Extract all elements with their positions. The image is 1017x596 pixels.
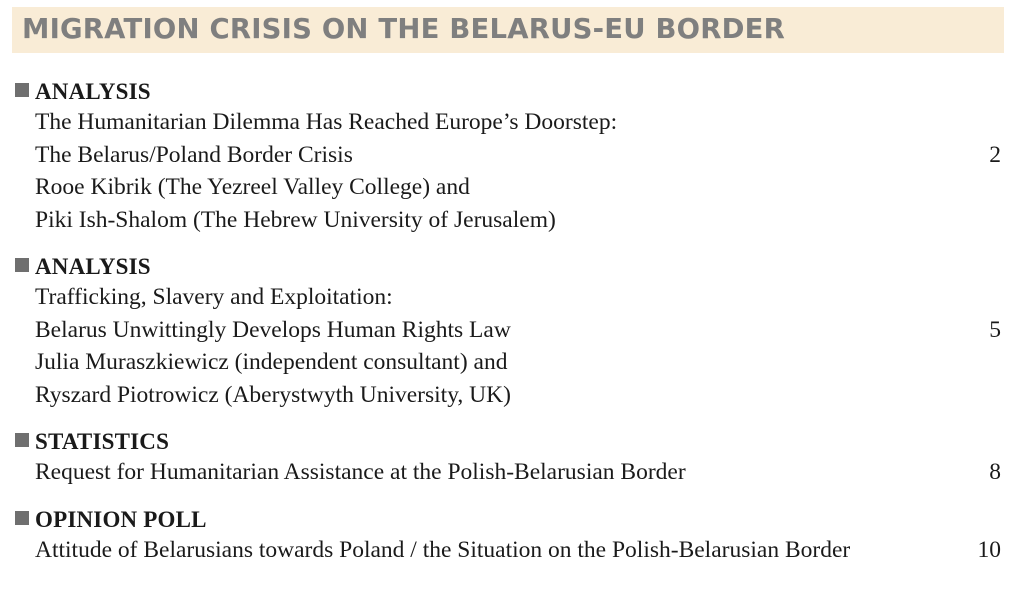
author-line: Piki Ish-Shalom (The Hebrew University of Jerusalem): [35, 206, 556, 233]
square-bullet-icon: [15, 433, 29, 447]
square-bullet-icon: [15, 83, 29, 97]
toc-section-analysis-2: [14, 253, 1004, 411]
page-number: 8: [989, 459, 1001, 485]
author-line: Ryszard Piotrowicz (Aberystwyth University, UK): [35, 381, 511, 408]
page-number: 5: [989, 316, 1001, 343]
toc-section-analysis-1: [14, 78, 1004, 236]
author-line: Rooe Kibrik (The Yezreel Valley College) and: [35, 174, 470, 200]
section-label: ANALYSIS: [35, 254, 151, 279]
square-bullet-icon: [15, 258, 29, 272]
author-line: Julia Muraszkiewicz (independent consultant) and: [35, 349, 508, 375]
article-title-line[interactable]: The Belarus/Poland Border Crisis 2: [14, 139, 1004, 172]
article-title-line[interactable]: Trafficking, Slavery and Exploitation:: [35, 284, 393, 310]
section-label: OPINION POLL: [35, 507, 207, 532]
article-title-line[interactable]: Belarus Unwittingly Develops Human Rights Law 5: [14, 314, 1004, 347]
section-label: ANALYSIS: [35, 79, 151, 104]
section-label: STATISTICS: [35, 429, 170, 454]
section-heading: [14, 428, 1004, 456]
article-title-line[interactable]: Attitude of Belarusians towards Poland / the Situation on the Polish-Belarusian Border 10: [14, 534, 1004, 567]
page-number: 10: [977, 537, 1001, 563]
article-title-line[interactable]: Request for Humanitarian Assistance at the Polish-Belarusian Border 8: [14, 456, 1004, 489]
page-number: 2: [989, 141, 1001, 168]
page-title: MIGRATION CRISIS ON THE BELARUS-EU BORDER: [22, 13, 786, 45]
toc-section-opinion-poll: [14, 506, 1004, 567]
article-title-line[interactable]: The Humanitarian Dilemma Has Reached Europe’s Doorstep:: [35, 109, 618, 135]
toc-section-statistics: [14, 428, 1004, 489]
header-bar: [12, 7, 1004, 53]
section-heading: [14, 78, 1004, 106]
square-bullet-icon: [15, 511, 29, 525]
section-heading: [14, 506, 1004, 534]
section-heading: [14, 253, 1004, 281]
